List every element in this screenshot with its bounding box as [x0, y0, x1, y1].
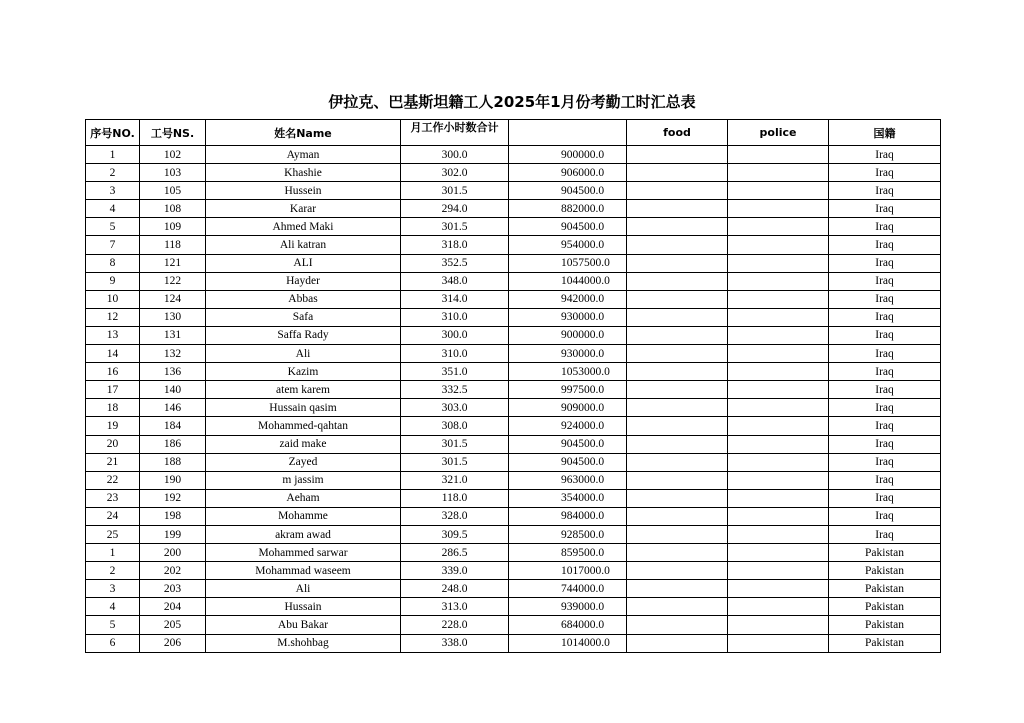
cell-nationality: Iraq — [829, 345, 941, 363]
cell-food — [627, 326, 728, 344]
cell-name: Aeham — [206, 489, 401, 507]
table-row — [86, 381, 941, 399]
cell-amount: 1057500.0 — [509, 254, 627, 272]
cell-police — [728, 489, 829, 507]
cell-employee-id: 109 — [140, 218, 206, 236]
cell-seq: 7 — [86, 236, 140, 254]
cell-seq: 1 — [86, 146, 140, 164]
cell-monthly-hours: 338.0 — [401, 634, 509, 652]
cell-employee-id: 188 — [140, 453, 206, 471]
cell-name: Hussein — [206, 182, 401, 200]
cell-police — [728, 544, 829, 562]
cell-amount: 859500.0 — [509, 544, 627, 562]
cell-employee-id: 190 — [140, 471, 206, 489]
cell-nationality: Pakistan — [829, 616, 941, 634]
cell-police — [728, 308, 829, 326]
table-row — [86, 580, 941, 598]
cell-police — [728, 164, 829, 182]
cell-food — [627, 525, 728, 543]
cell-name: Mohamme — [206, 507, 401, 525]
table-row — [86, 254, 941, 272]
cell-police — [728, 616, 829, 634]
cell-police — [728, 417, 829, 435]
cell-seq: 3 — [86, 182, 140, 200]
table-row — [86, 562, 941, 580]
cell-police — [728, 507, 829, 525]
cell-employee-id: 205 — [140, 616, 206, 634]
cell-amount: 909000.0 — [509, 399, 627, 417]
cell-food — [627, 381, 728, 399]
cell-seq: 3 — [86, 580, 140, 598]
cell-monthly-hours: 313.0 — [401, 598, 509, 616]
cell-seq: 4 — [86, 598, 140, 616]
cell-employee-id: 206 — [140, 634, 206, 652]
cell-food — [627, 146, 728, 164]
cell-food — [627, 616, 728, 634]
cell-employee-id: 105 — [140, 182, 206, 200]
cell-name: Ali katran — [206, 236, 401, 254]
cell-food — [627, 236, 728, 254]
cell-seq: 18 — [86, 399, 140, 417]
cell-police — [728, 453, 829, 471]
cell-employee-id: 140 — [140, 381, 206, 399]
cell-employee-id: 186 — [140, 435, 206, 453]
cell-seq: 12 — [86, 308, 140, 326]
cell-nationality: Iraq — [829, 326, 941, 344]
table-row — [86, 507, 941, 525]
sheet-title: 伊拉克、巴基斯坦籍工人2025年1月份考勤工时汇总表 — [328, 93, 696, 111]
cell-monthly-hours: 301.5 — [401, 435, 509, 453]
cell-police — [728, 598, 829, 616]
header-food: food — [627, 120, 728, 146]
cell-monthly-hours: 318.0 — [401, 236, 509, 254]
table-row — [86, 525, 941, 543]
cell-amount: 984000.0 — [509, 507, 627, 525]
cell-name: Hussain — [206, 598, 401, 616]
cell-police — [728, 272, 829, 290]
cell-seq: 2 — [86, 562, 140, 580]
cell-seq: 16 — [86, 363, 140, 381]
table-body — [86, 146, 941, 653]
cell-amount: 684000.0 — [509, 616, 627, 634]
cell-monthly-hours: 294.0 — [401, 200, 509, 218]
cell-monthly-hours: 286.5 — [401, 544, 509, 562]
cell-food — [627, 507, 728, 525]
cell-amount: 904500.0 — [509, 218, 627, 236]
cell-employee-id: 184 — [140, 417, 206, 435]
cell-monthly-hours: 309.5 — [401, 525, 509, 543]
cell-name: Saffa Rady — [206, 326, 401, 344]
cell-monthly-hours: 302.0 — [401, 164, 509, 182]
cell-monthly-hours: 301.5 — [401, 218, 509, 236]
cell-amount: 904500.0 — [509, 435, 627, 453]
cell-monthly-hours: 352.5 — [401, 254, 509, 272]
cell-police — [728, 326, 829, 344]
cell-seq: 23 — [86, 489, 140, 507]
cell-monthly-hours: 118.0 — [401, 489, 509, 507]
cell-name: Safa — [206, 308, 401, 326]
cell-nationality: Iraq — [829, 435, 941, 453]
cell-food — [627, 417, 728, 435]
cell-food — [627, 218, 728, 236]
cell-amount: 900000.0 — [509, 326, 627, 344]
cell-employee-id: 103 — [140, 164, 206, 182]
cell-amount: 900000.0 — [509, 146, 627, 164]
cell-name: Karar — [206, 200, 401, 218]
cell-nationality: Pakistan — [829, 598, 941, 616]
cell-name: atem karem — [206, 381, 401, 399]
cell-nationality: Iraq — [829, 218, 941, 236]
cell-seq: 20 — [86, 435, 140, 453]
cell-monthly-hours: 303.0 — [401, 399, 509, 417]
cell-name: M.shohbag — [206, 634, 401, 652]
cell-nationality: Iraq — [829, 489, 941, 507]
cell-food — [627, 471, 728, 489]
cell-monthly-hours: 339.0 — [401, 562, 509, 580]
cell-seq: 8 — [86, 254, 140, 272]
cell-food — [627, 399, 728, 417]
cell-police — [728, 381, 829, 399]
cell-police — [728, 562, 829, 580]
cell-employee-id: 122 — [140, 272, 206, 290]
cell-police — [728, 218, 829, 236]
cell-police — [728, 435, 829, 453]
cell-name: Ali — [206, 345, 401, 363]
cell-employee-id: 136 — [140, 363, 206, 381]
cell-name: ALI — [206, 254, 401, 272]
cell-food — [627, 489, 728, 507]
cell-amount: 954000.0 — [509, 236, 627, 254]
cell-seq: 5 — [86, 616, 140, 634]
cell-nationality: Iraq — [829, 254, 941, 272]
cell-food — [627, 345, 728, 363]
cell-amount: 939000.0 — [509, 598, 627, 616]
table-row — [86, 471, 941, 489]
cell-seq: 24 — [86, 507, 140, 525]
cell-monthly-hours: 332.5 — [401, 381, 509, 399]
cell-seq: 13 — [86, 326, 140, 344]
cell-nationality: Iraq — [829, 399, 941, 417]
table-row — [86, 399, 941, 417]
table-row — [86, 489, 941, 507]
table-row — [86, 417, 941, 435]
cell-seq: 4 — [86, 200, 140, 218]
cell-employee-id: 132 — [140, 345, 206, 363]
cell-amount: 882000.0 — [509, 200, 627, 218]
table-row — [86, 544, 941, 562]
table-row — [86, 200, 941, 218]
cell-nationality: Iraq — [829, 525, 941, 543]
cell-food — [627, 164, 728, 182]
cell-amount: 924000.0 — [509, 417, 627, 435]
cell-nationality: Iraq — [829, 236, 941, 254]
cell-amount: 928500.0 — [509, 525, 627, 543]
cell-seq: 21 — [86, 453, 140, 471]
cell-nationality: Iraq — [829, 272, 941, 290]
header-row — [86, 120, 941, 146]
cell-police — [728, 182, 829, 200]
table-row — [86, 218, 941, 236]
cell-name: Mohammed sarwar — [206, 544, 401, 562]
cell-nationality: Iraq — [829, 164, 941, 182]
cell-food — [627, 544, 728, 562]
cell-police — [728, 634, 829, 652]
cell-name: zaid make — [206, 435, 401, 453]
cell-amount: 930000.0 — [509, 308, 627, 326]
header-monthly-hours: 月工作小时数合计 — [401, 120, 509, 146]
cell-nationality: Iraq — [829, 381, 941, 399]
cell-monthly-hours: 228.0 — [401, 616, 509, 634]
header-name: 姓名Name — [206, 120, 401, 146]
cell-amount: 1014000.0 — [509, 634, 627, 652]
cell-employee-id: 199 — [140, 525, 206, 543]
cell-monthly-hours: 348.0 — [401, 272, 509, 290]
cell-food — [627, 435, 728, 453]
cell-nationality: Iraq — [829, 200, 941, 218]
cell-police — [728, 525, 829, 543]
header-police: police — [728, 120, 829, 146]
cell-police — [728, 363, 829, 381]
table-row — [86, 435, 941, 453]
table-row — [86, 363, 941, 381]
cell-seq: 25 — [86, 525, 140, 543]
cell-police — [728, 200, 829, 218]
cell-nationality: Iraq — [829, 146, 941, 164]
cell-monthly-hours: 321.0 — [401, 471, 509, 489]
table-row — [86, 236, 941, 254]
cell-employee-id: 102 — [140, 146, 206, 164]
cell-nationality: Iraq — [829, 182, 941, 200]
cell-food — [627, 254, 728, 272]
cell-food — [627, 453, 728, 471]
cell-employee-id: 121 — [140, 254, 206, 272]
header-employee-id: 工号NS. — [140, 120, 206, 146]
cell-police — [728, 471, 829, 489]
cell-monthly-hours: 351.0 — [401, 363, 509, 381]
cell-seq: 2 — [86, 164, 140, 182]
table-row — [86, 308, 941, 326]
cell-employee-id: 124 — [140, 290, 206, 308]
cell-employee-id: 200 — [140, 544, 206, 562]
cell-nationality: Iraq — [829, 507, 941, 525]
cell-nationality: Iraq — [829, 417, 941, 435]
cell-seq: 22 — [86, 471, 140, 489]
cell-police — [728, 254, 829, 272]
cell-food — [627, 598, 728, 616]
cell-name: Zayed — [206, 453, 401, 471]
cell-seq: 19 — [86, 417, 140, 435]
cell-amount: 1044000.0 — [509, 272, 627, 290]
cell-employee-id: 146 — [140, 399, 206, 417]
cell-name: Hussain qasim — [206, 399, 401, 417]
cell-monthly-hours: 248.0 — [401, 580, 509, 598]
cell-monthly-hours: 301.5 — [401, 182, 509, 200]
cell-police — [728, 146, 829, 164]
cell-nationality: Iraq — [829, 290, 941, 308]
cell-nationality: Iraq — [829, 308, 941, 326]
cell-employee-id: 192 — [140, 489, 206, 507]
cell-name: Mohammad waseem — [206, 562, 401, 580]
cell-nationality: Iraq — [829, 453, 941, 471]
cell-employee-id: 108 — [140, 200, 206, 218]
header-amount — [509, 120, 627, 146]
cell-nationality: Iraq — [829, 471, 941, 489]
table-row — [86, 290, 941, 308]
cell-police — [728, 290, 829, 308]
cell-monthly-hours: 308.0 — [401, 417, 509, 435]
cell-name: Mohammed-qahtan — [206, 417, 401, 435]
cell-food — [627, 182, 728, 200]
cell-food — [627, 200, 728, 218]
table-row — [86, 326, 941, 344]
cell-police — [728, 345, 829, 363]
cell-employee-id: 202 — [140, 562, 206, 580]
cell-name: Kazim — [206, 363, 401, 381]
cell-employee-id: 131 — [140, 326, 206, 344]
cell-amount: 930000.0 — [509, 345, 627, 363]
cell-food — [627, 363, 728, 381]
cell-food — [627, 634, 728, 652]
cell-name: Hayder — [206, 272, 401, 290]
cell-employee-id: 118 — [140, 236, 206, 254]
cell-amount: 963000.0 — [509, 471, 627, 489]
cell-amount: 904500.0 — [509, 182, 627, 200]
cell-seq: 9 — [86, 272, 140, 290]
cell-monthly-hours: 310.0 — [401, 345, 509, 363]
header-seq: 序号NO. — [86, 120, 140, 146]
cell-name: m jassim — [206, 471, 401, 489]
table-row — [86, 345, 941, 363]
cell-name: Ayman — [206, 146, 401, 164]
cell-employee-id: 203 — [140, 580, 206, 598]
cell-food — [627, 272, 728, 290]
cell-food — [627, 562, 728, 580]
cell-seq: 14 — [86, 345, 140, 363]
cell-name: Abbas — [206, 290, 401, 308]
cell-amount: 906000.0 — [509, 164, 627, 182]
cell-amount: 1053000.0 — [509, 363, 627, 381]
cell-monthly-hours: 300.0 — [401, 146, 509, 164]
cell-amount: 942000.0 — [509, 290, 627, 308]
table-row — [86, 634, 941, 652]
cell-police — [728, 580, 829, 598]
cell-monthly-hours: 300.0 — [401, 326, 509, 344]
cell-name: akram awad — [206, 525, 401, 543]
cell-monthly-hours: 301.5 — [401, 453, 509, 471]
cell-seq: 17 — [86, 381, 140, 399]
cell-nationality: Pakistan — [829, 580, 941, 598]
cell-police — [728, 399, 829, 417]
cell-amount: 354000.0 — [509, 489, 627, 507]
cell-name: Abu Bakar — [206, 616, 401, 634]
cell-nationality: Pakistan — [829, 634, 941, 652]
cell-monthly-hours: 314.0 — [401, 290, 509, 308]
table-row — [86, 453, 941, 471]
cell-monthly-hours: 328.0 — [401, 507, 509, 525]
table-row — [86, 164, 941, 182]
cell-seq: 6 — [86, 634, 140, 652]
cell-food — [627, 308, 728, 326]
table-row — [86, 182, 941, 200]
cell-food — [627, 290, 728, 308]
table-row — [86, 272, 941, 290]
cell-name: Khashie — [206, 164, 401, 182]
cell-amount: 744000.0 — [509, 580, 627, 598]
cell-nationality: Pakistan — [829, 562, 941, 580]
cell-amount: 997500.0 — [509, 381, 627, 399]
header-nationality: 国籍 — [829, 120, 941, 146]
cell-police — [728, 236, 829, 254]
attendance-table — [85, 119, 941, 653]
cell-seq: 5 — [86, 218, 140, 236]
cell-seq: 10 — [86, 290, 140, 308]
cell-amount: 904500.0 — [509, 453, 627, 471]
cell-monthly-hours: 310.0 — [401, 308, 509, 326]
table-row — [86, 146, 941, 164]
table-row — [86, 616, 941, 634]
cell-nationality: Pakistan — [829, 544, 941, 562]
table-row — [86, 598, 941, 616]
cell-amount: 1017000.0 — [509, 562, 627, 580]
cell-employee-id: 130 — [140, 308, 206, 326]
cell-employee-id: 204 — [140, 598, 206, 616]
cell-nationality: Iraq — [829, 363, 941, 381]
cell-name: Ali — [206, 580, 401, 598]
cell-seq: 1 — [86, 544, 140, 562]
cell-employee-id: 198 — [140, 507, 206, 525]
cell-food — [627, 580, 728, 598]
cell-name: Ahmed Maki — [206, 218, 401, 236]
